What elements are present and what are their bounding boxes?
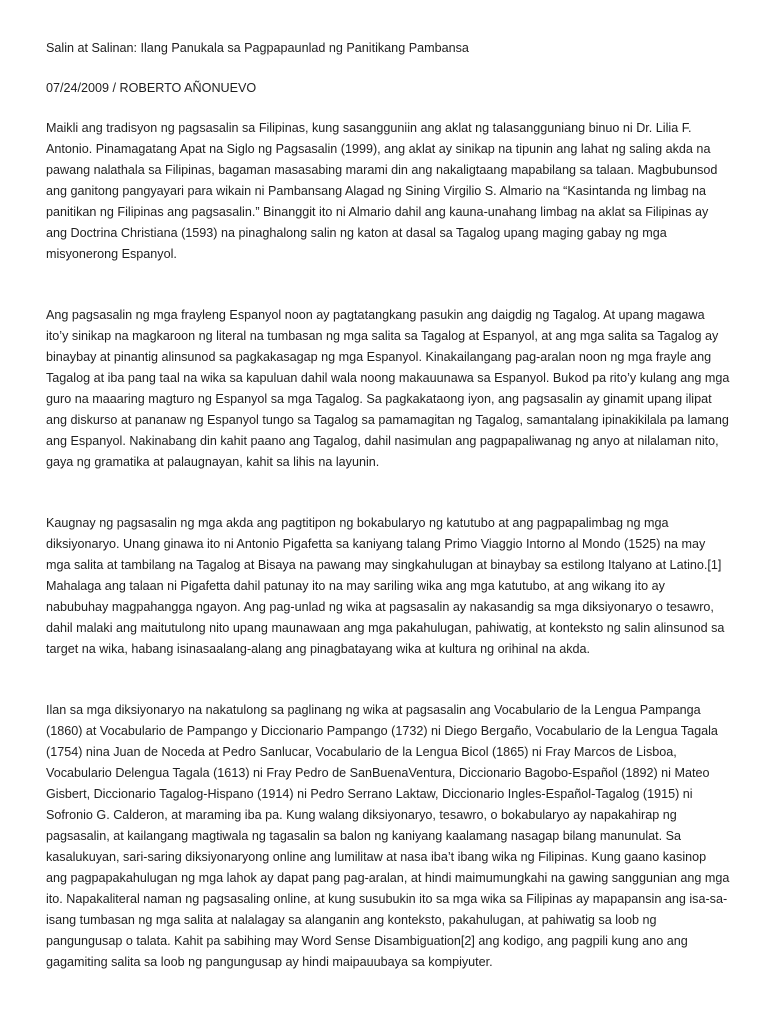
- document-byline: 07/24/2009 / ROBERTO AÑONUEVO: [46, 81, 257, 95]
- paragraph-2: Ang pagsasalin ng mga frayleng Espanyol noon ay pagtatangkang pasukin ang daigdig ng Tagalog. At upang magawa ito’y sinikap na magkaroon ng literal na tumbasan ng mga salita sa Tagalog at Espanyol, at ang mga salita sa Tagalog ay binaybay at pinantig alinsunod sa pagkakasagap ng mga Espanyol. Kinakailangang pag-aralan noon ng mga frayle ang Tagalog at iba pang taal na wika sa kapuluan dahil wala noong makauunawa sa Espanyol. Bukod pa rito’y kulang ang mga guro na maaaring magturo ng Espanyol sa mga Tagalog. Sa pagkakataong iyon, ang pagsasalin ay ginamit upang ilipat ang diskurso at pananaw ng Espanyol tungo sa Tagalog sa pamamagitan ng Tagalog, samantalang ipinakikilala pa lamang ang Espanyol. Nakinabang din kahit paano ang Tagalog, dahil nasimulan ang pagpapaliwanag ng anyo at nilalaman nito, gaya ng gramatika at palaugnayan, kahit sa lihis na layunin.: [46, 308, 730, 469]
- paragraph-4: Ilan sa mga diksiyonaryo na nakatulong sa paglinang ng wika at pagsasalin ang Vocabulario de la Lengua Pampanga (1860) at Vocabulario de Pampango y Diccionario Pampango (1732) ni Diego Bergaño, Vocabulario de la Lengua Tagala (1754) nina Juan de Noceda at Pedro Sanlucar, Vocabulario de la Lengua Bicol (1865) ni Fray Marcos de Lisboa, Vocabulario Delengua Tagala (1613) ni Fray Pedro de SanBuenaVentura, Diccionario Bagobo-Español (1892) ni Mateo Gisbert, Diccionario Tagalog-Hispano (1914) ni Pedro Serrano Laktaw, Diccionario Ingles-Español-Tagalog (1915) ni Sofronio G. Calderon, at maraming iba pa. Kung walang diksiyonaryo, tesawro, o bokabularyo ay napakahirap ng pagsasalin, at kailangang magtiwala ng tagasalin sa balon ng kaniyang kaalamang nasagap bilang manunulat. Sa kasalukuyan, sari-saring diksiyonaryong online ang lumilitaw at nasa iba’t ibang wika ng Filipinas. Kung gaano kasinop ang pagpapakahulugan ng mga lahok ay dapat pang pag-aralan, at hindi maimumungkahi na gawing sanggunian ang mga ito. Napakaliteral naman ng pagsasaling online, at kung susubukin ito sa mga wika sa Filipinas ay mapapansin ang isa-sa-isang tumbasan ng mga salita at nalalagay sa alanganin ang konteksto, pakahulugan, at pahiwatig sa loob ng pangungusap o talata. Kahit pa sabihing may Word Sense Disambiguation[2] ang kodigo, ang pagpili kung ano ang gagamiting salita sa loob ng pangungusap ay hindi maipauubaya sa kompiyuter.: [46, 703, 730, 969]
- paragraph-1: Maikli ang tradisyon ng pagsasalin sa Filipinas, kung sasangguniin ang aklat ng talasangguniang binuo ni Dr. Lilia F. Antonio. Pinamagatang Apat na Siglo ng Pagsasalin (1999), ang aklat ay sinikap na tipunin ang lahat ng saling akda na pawang nalathala sa Filipinas, bagaman masasabing marami din ang nakaligtaang mapabilang sa talaan. Magbubunsod ang ganitong pangyayari para wikain ni Pambansang Alagad ng Sining Virgilio S. Almario na “Kasintanda ng limbag na panitikan ng Filipinas ang pagsasalin.” Binanggit ito ni Almario dahil ang kauna-unahang limbag na aklat sa Filipinas ay ang Doctrina Christiana (1593) na pinaghalong salin ng katon at dasal sa Tagalog upang maging gabay ng mga misyonerong Espanyol.: [46, 121, 718, 261]
- document-title: Salin at Salinan: Ilang Panukala sa Pagpapaunlad ng Panitikang Pambansa: [46, 41, 469, 55]
- paragraph-3: Kaugnay ng pagsasalin ng mga akda ang pagtitipon ng bokabularyo ng katutubo at ang pagpapalimbag ng mga diksiyonaryo. Unang ginawa ito ni Antonio Pigafetta sa kaniyang talang Primo Viaggio Intorno al Mondo (1525) na may mga salita at tambilang na Tagalog at Bisaya na pawang may singkahulugan at binaybay sa estilong Italyano at Latino.[1] Mahalaga ang talaan ni Pigafetta dahil patunay ito na may sariling wika ang mga katutubo, at ang wikang ito ay nabubuhay magpahangga ngayon. Ang pag-unlad ng wika at pagsasalin ay nakasandig sa mga diksiyonaryo o tesawro, dahil malaki ang maitutulong nito upang maunawaan ang mga pakahulugan, pahiwatig, at konteksto ng salin alinsunod sa target na wika, habang isinasaalang-alang ang pinagbatayang wika at kultura ng orihinal na akda.: [46, 516, 725, 656]
- document-body: [46, 38, 730, 973]
